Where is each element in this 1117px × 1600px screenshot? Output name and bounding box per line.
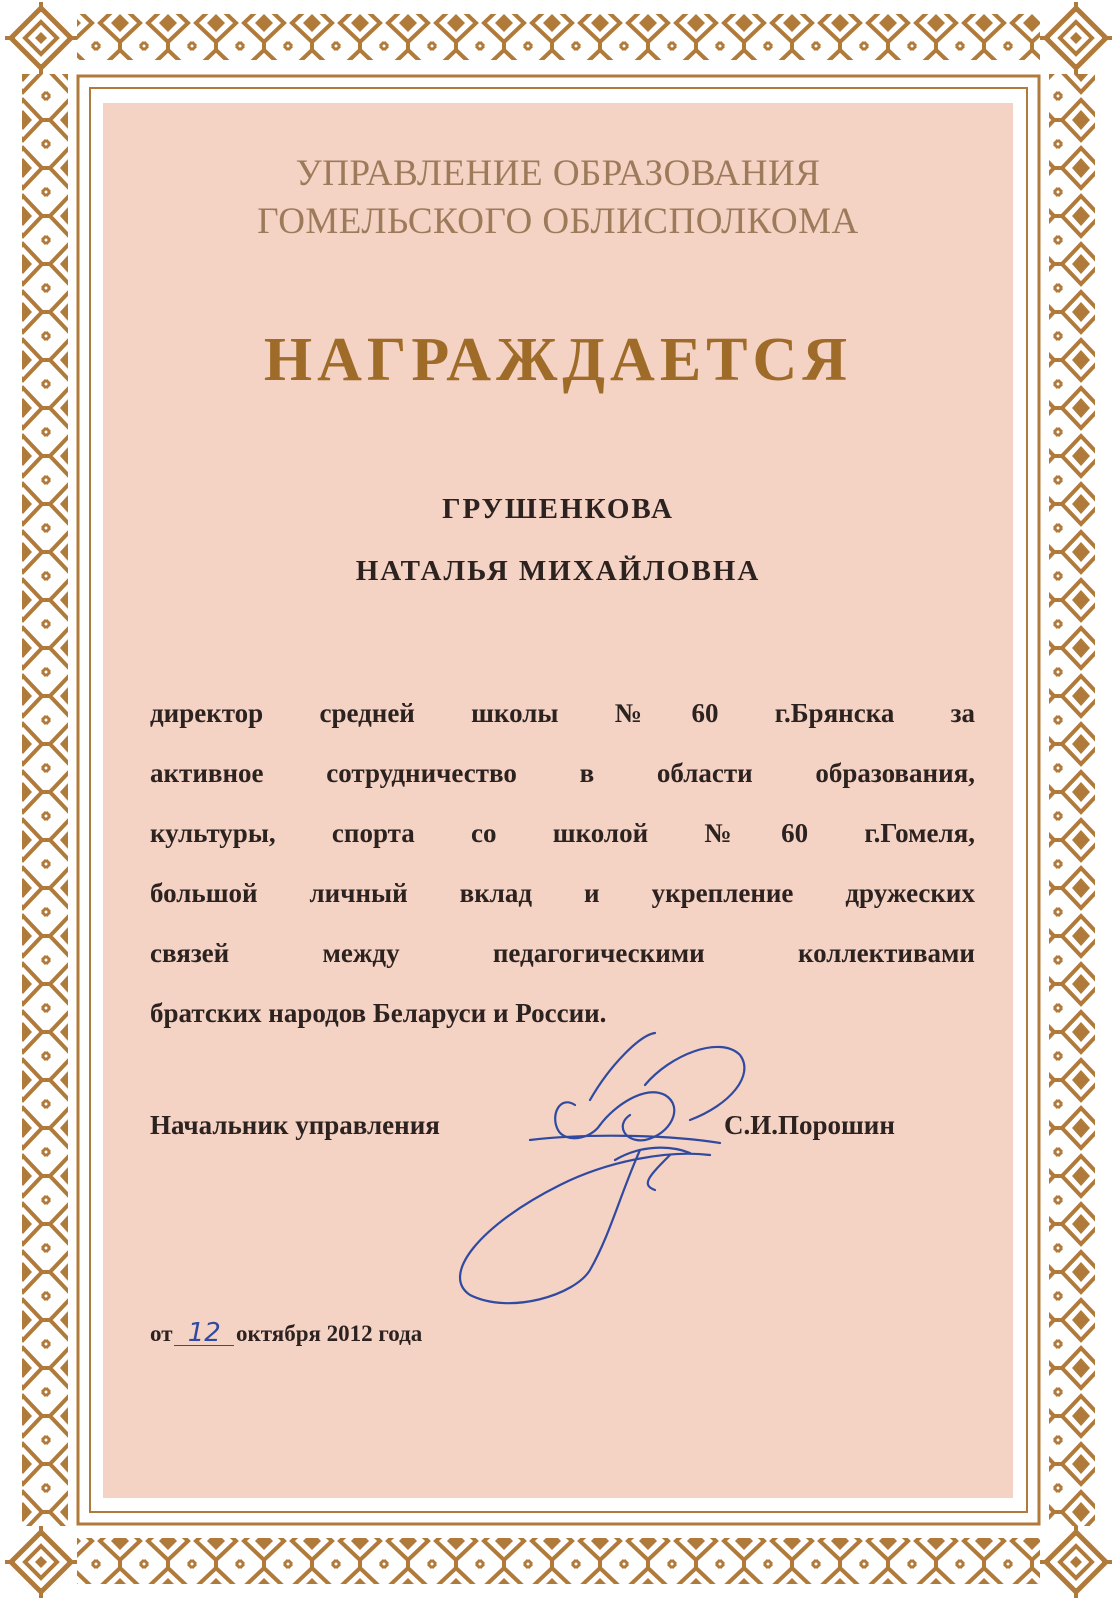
description-line: связей между педагогическими коллективами — [150, 938, 975, 968]
issuer-line-1: УПРАВЛЕНИЕ ОБРАЗОВАНИЯ — [295, 153, 821, 194]
issuer-line-2: ГОМЕЛЬСКОГО ОБЛИСПОЛКОМА — [257, 201, 859, 242]
date-day: 12 — [178, 1318, 230, 1348]
issuer-header — [103, 150, 1013, 246]
description-line: активное сотрудничество в области образования, — [150, 758, 975, 788]
recipient-given-name: НАТАЛЬЯ МИХАЙЛОВНА — [355, 555, 761, 587]
date-prefix: от — [150, 1321, 173, 1346]
signatory-role: Начальник управления — [150, 1110, 440, 1140]
recipient-surname: ГРУШЕНКОВА — [442, 493, 674, 525]
description-line: культуры, спорта со школой №60 г.Гомеля, — [150, 818, 975, 848]
description-line: большой личный вклад и укрепление дружеских — [150, 878, 975, 908]
date-month-year: октября 2012 года — [236, 1321, 423, 1346]
description-line: братских народов Беларуси и России. — [150, 998, 607, 1028]
date-row — [150, 1318, 422, 1348]
award-title: НАГРАЖДАЕТСЯ — [263, 326, 853, 394]
handwritten-signature — [440, 1025, 770, 1315]
description-line: директор средней школы №60 г.Брянска за — [150, 698, 975, 728]
signatory-name: С.И.Порошин — [724, 1110, 895, 1140]
